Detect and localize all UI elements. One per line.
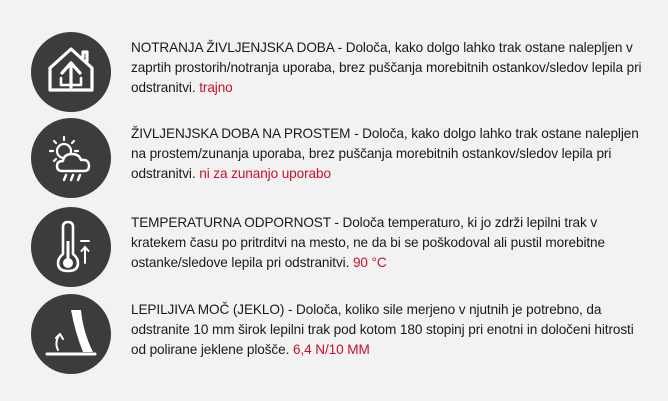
property-row-temperature (0, 207, 668, 287)
icon-badge (31, 118, 111, 198)
icon-badge (31, 32, 111, 112)
property-value: trajno (199, 80, 233, 95)
property-text (131, 124, 651, 184)
property-value: 6,4 N/10 MM (292, 342, 370, 357)
property-description: TEMPERATURNA ODPORNOST - Določa temperaturo, ki jo zdrži lepilni trak v kratekem času po pritrditvi na mesto, ne da bi se poškodoval ali pustil morebitne ostanke/sledove lepila pri odstranitvi. (131, 215, 605, 270)
thermometer-icon (31, 207, 111, 287)
icon-badge (31, 294, 111, 374)
property-value: ni za zunanjo uporabo (199, 166, 331, 181)
house-arrow-icon (31, 32, 111, 112)
property-description: ŽIVLJENJSKA DOBA NA PROSTEM - Določa, kako dolgo lahko trak ostane nalepljen na prostem/zunanja uporaba, brez puščanja morebitnih ostankov/sledov lepila pri odstranitvi. (131, 126, 639, 181)
property-row-adhesion (0, 294, 668, 374)
peel-tape-icon (31, 294, 111, 374)
property-description: LEPILJIVA MOČ (JEKLO) - Določa, koliko sile merjeno v njutnih je potrebno, da odstranite 10 mm širok lepilni trak pod kotom 180 stopinj pri enotni in določeni hitrosti od polirane jeklene plošče. (131, 302, 634, 357)
property-text (131, 38, 651, 98)
property-text (131, 213, 651, 273)
property-row-outdoor-lifetime (0, 118, 668, 198)
icon-badge (31, 207, 111, 287)
property-value: 90 °C (352, 255, 387, 270)
property-text (131, 300, 651, 360)
property-row-indoor-lifetime (0, 32, 668, 112)
sun-cloud-rain-icon (31, 118, 111, 198)
property-description: NOTRANJA ŽIVLJENJSKA DOBA - Določa, kako dolgo lahko trak ostane nalepljen v zaprtih prostorih/notranja uporaba, brez puščanja morebitnih ostankov/sledov lepila pri odstranitvi. (131, 40, 642, 95)
